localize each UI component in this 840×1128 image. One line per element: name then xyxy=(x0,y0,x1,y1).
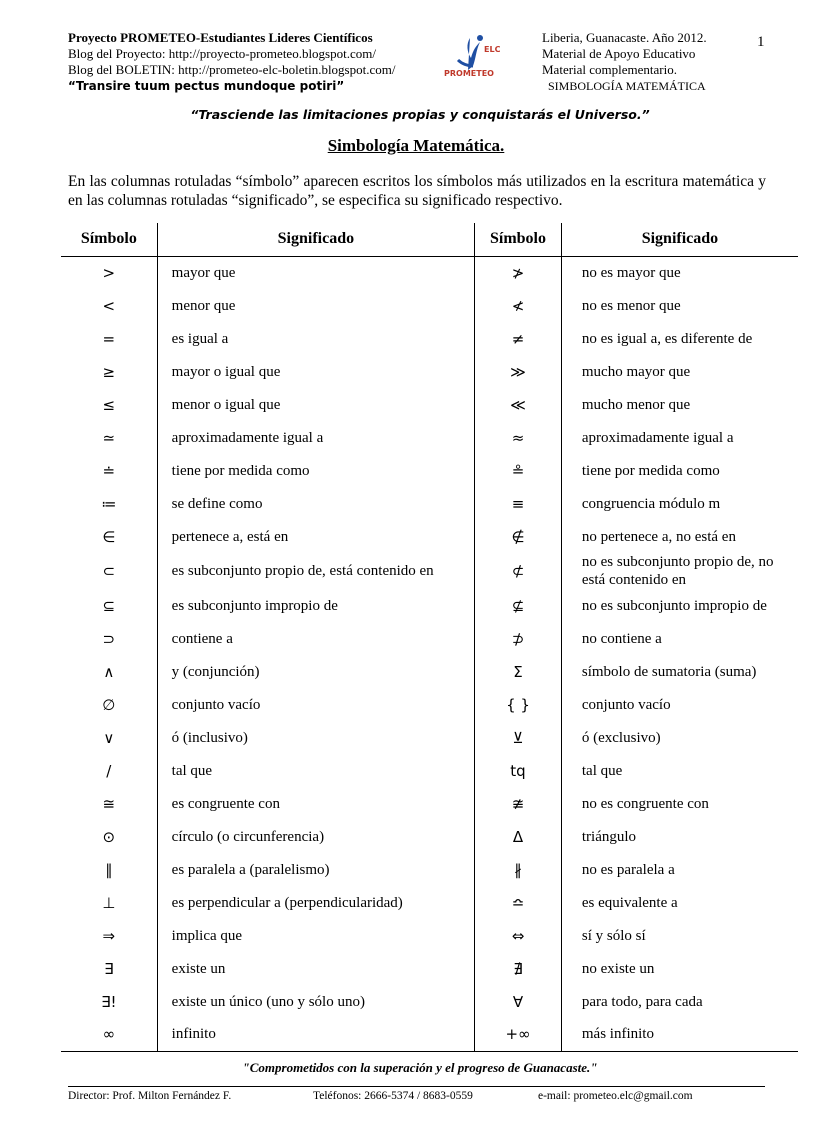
symbol-left: ⊆ xyxy=(102,596,116,615)
symbol-right: ≯ xyxy=(511,263,525,282)
meaning-right: no es subconjunto impropio de xyxy=(561,589,798,622)
meaning-left: ó (inclusivo) xyxy=(157,721,474,754)
meaning-left: implica que xyxy=(157,919,474,952)
meaning-right: tiene por medida como xyxy=(561,454,798,487)
symbol-right: ≏ xyxy=(511,893,525,912)
symbol-right: ≗ xyxy=(511,461,525,480)
symbol-left: > xyxy=(102,263,116,282)
footer-director: Director: Prof. Milton Fernández F. xyxy=(68,1090,232,1102)
symbol-left: ⊂ xyxy=(102,562,116,580)
meaning-right: triángulo xyxy=(561,820,798,853)
meaning-left: existe un único (uno y sólo uno) xyxy=(157,985,474,1018)
symbol-left: ≥ xyxy=(102,362,116,381)
meaning-right: sí y sólo sí xyxy=(561,919,798,952)
meaning-left: menor que xyxy=(157,289,474,322)
symbol-left: / xyxy=(106,761,112,780)
header-complement: Material complementario. xyxy=(542,62,678,77)
meaning-right: no es mayor que xyxy=(561,256,798,289)
meaning-left: conjunto vacío xyxy=(157,688,474,721)
header-right xyxy=(542,30,707,94)
footer-email[interactable]: e-mail: prometeo.elc@gmail.com xyxy=(538,1090,693,1102)
symbol-right: Δ xyxy=(512,827,524,846)
symbol-left: ∞ xyxy=(61,1018,157,1051)
meaning-left: es paralela a (paralelismo) xyxy=(157,853,474,886)
prometeo-logo xyxy=(440,30,504,82)
meaning-left: círculo (o circunferencia) xyxy=(157,820,474,853)
header-meaning-right: Significado xyxy=(561,223,798,256)
meaning-left: es congruente con xyxy=(157,787,474,820)
symbol-right: ∀ xyxy=(512,992,524,1011)
symbol-left: < xyxy=(102,296,116,315)
meaning-left: mayor o igual que xyxy=(157,355,474,388)
symbol-right: ≪ xyxy=(510,395,526,414)
meaning-left: menor o igual que xyxy=(157,388,474,421)
table-row xyxy=(61,322,798,355)
meaning-right: no es menor que xyxy=(561,289,798,322)
project-name: Proyecto PROMETEO-Estudiantes Lideres Científicos xyxy=(68,30,373,45)
meaning-right: no pertenece a, no está en xyxy=(561,520,798,553)
header-place: Liberia, Guanacaste. Año 2012. xyxy=(542,30,707,45)
table-row xyxy=(61,919,798,952)
meaning-right: ó (exclusivo) xyxy=(561,721,798,754)
symbol-right: ≈ xyxy=(511,428,525,447)
table-row xyxy=(61,886,798,919)
symbol-left: ≤ xyxy=(102,395,116,414)
meaning-left: pertenece a, está en xyxy=(157,520,474,553)
symbol-left: ∈ xyxy=(102,527,116,546)
symbol-left: ∥ xyxy=(105,860,113,879)
meaning-right: no contiene a xyxy=(561,622,798,655)
table-row xyxy=(61,688,798,721)
symbol-right: ≮ xyxy=(511,296,525,315)
symbol-left: ≔ xyxy=(101,494,117,513)
header-material: Material de Apoyo Educativo xyxy=(542,46,696,61)
table-row xyxy=(61,388,798,421)
table-row xyxy=(61,454,798,487)
symbol-right: ⇔ xyxy=(511,926,525,945)
logo-tag: ELC xyxy=(484,45,501,54)
table-row xyxy=(61,754,798,787)
header-topic: SIMBOLOGÍA MATEMÁTICA xyxy=(548,79,706,93)
symbol-left: ∃! xyxy=(101,992,117,1011)
symbol-right: { } xyxy=(506,695,530,714)
table-row xyxy=(61,1018,798,1051)
logo-text: PROMETEO xyxy=(444,69,494,78)
meaning-right: símbolo de sumatoria (suma) xyxy=(561,655,798,688)
table-row xyxy=(61,655,798,688)
meaning-right: no es igual a, es diferente de xyxy=(561,322,798,355)
footer-phones: Teléfonos: 2666-5374 / 8683-0559 xyxy=(313,1090,473,1102)
table-row xyxy=(61,256,798,289)
meaning-right: no es congruente con xyxy=(561,787,798,820)
symbol-left: ⊥ xyxy=(102,893,116,912)
symbol-right: ∦ xyxy=(514,860,522,879)
page-number: 1 xyxy=(757,34,765,50)
meaning-left: contiene a xyxy=(157,622,474,655)
symbol-left: ≃ xyxy=(102,428,116,447)
meaning-left: infinito xyxy=(157,1018,474,1051)
symbol-right: ∄ xyxy=(513,959,523,978)
meaning-right: mucho mayor que xyxy=(561,355,798,388)
table-row xyxy=(61,721,798,754)
meaning-right: para todo, para cada xyxy=(561,985,798,1018)
table-row xyxy=(61,952,798,985)
latin-motto: “Transire tuum pectus mundoque potiri” xyxy=(68,79,345,93)
table-row xyxy=(61,622,798,655)
meaning-left: es perpendicular a (perpendicularidad) xyxy=(157,886,474,919)
symbol-table xyxy=(61,223,798,1052)
symbol-left: ∧ xyxy=(103,662,115,681)
symbol-left: = xyxy=(102,329,116,348)
meaning-left: existe un xyxy=(157,952,474,985)
symbol-right: +∞ xyxy=(475,1018,562,1051)
intro-paragraph: En las columnas rotuladas “símbolo” aparecen escritos los símbolos más utilizados en la escritura matemática y en las columnas rotuladas “significado”, se especifica su significado respectivo. xyxy=(68,173,766,209)
meaning-right: no es subconjunto propio de, no está contenido en xyxy=(561,553,798,589)
table-row xyxy=(61,289,798,322)
table-row xyxy=(61,520,798,553)
symbol-left: ⇒ xyxy=(102,926,116,945)
meaning-left: se define como xyxy=(157,487,474,520)
bulletin-blog-link[interactable]: Blog del BOLETIN: http://prometeo-elc-boletin.blogspot.com/ xyxy=(68,62,396,77)
symbol-left: ≅ xyxy=(102,794,116,813)
table-row xyxy=(61,820,798,853)
symbol-right: ≇ xyxy=(511,794,525,813)
table-row xyxy=(61,421,798,454)
symbol-left: ⊙ xyxy=(102,827,116,846)
meaning-right: congruencia módulo m xyxy=(561,487,798,520)
table-row xyxy=(61,589,798,622)
symbol-right: ≠ xyxy=(511,329,525,348)
page-title: Simbología Matemática. xyxy=(327,136,505,155)
project-blog-link[interactable]: Blog del Proyecto: http://proyecto-prometeo.blogspot.com/ xyxy=(68,46,376,61)
symbol-left: ≐ xyxy=(102,461,116,480)
symbol-right: ⊻ xyxy=(512,728,524,747)
symbol-right: ≫ xyxy=(510,362,526,381)
header-meaning-left: Significado xyxy=(157,223,474,256)
table-row xyxy=(61,553,798,589)
meaning-right: tal que xyxy=(561,754,798,787)
symbol-left: ∨ xyxy=(103,728,115,747)
meaning-left: aproximadamente igual a xyxy=(157,421,474,454)
universe-motto: “Trasciende las limitaciones propias y conquistarás el Universo.” xyxy=(190,107,650,122)
meaning-right: mucho menor que xyxy=(561,388,798,421)
symbol-left: ∅ xyxy=(102,695,116,714)
symbol-right: ≡ xyxy=(511,494,525,513)
meaning-right: aproximadamente igual a xyxy=(561,421,798,454)
header-symbol-right: Símbolo xyxy=(475,223,562,256)
meaning-left: mayor que xyxy=(157,256,474,289)
symbol-left: ∃ xyxy=(104,959,114,978)
table-row xyxy=(61,853,798,886)
meaning-left: tiene por medida como xyxy=(157,454,474,487)
table-row xyxy=(61,787,798,820)
meaning-left: tal que xyxy=(157,754,474,787)
symbol-right: ⊄ xyxy=(511,562,525,580)
table-row xyxy=(61,355,798,388)
footer-divider xyxy=(68,1086,765,1087)
table-row xyxy=(61,985,798,1018)
meaning-right: conjunto vacío xyxy=(561,688,798,721)
symbol-right: Σ xyxy=(513,662,523,681)
header-left xyxy=(68,30,395,94)
symbol-right: tq xyxy=(510,761,526,780)
meaning-left: y (conjunción) xyxy=(157,655,474,688)
table-row xyxy=(61,487,798,520)
meaning-right: es equivalente a xyxy=(561,886,798,919)
footer-motto: "Comprometidos con la superación y el progreso de Guanacaste." xyxy=(242,1060,598,1075)
meaning-left: es igual a xyxy=(157,322,474,355)
symbol-table-body xyxy=(61,256,798,1051)
meaning-right: no existe un xyxy=(561,952,798,985)
symbol-left: ⊃ xyxy=(102,629,116,648)
meaning-right: no es paralela a xyxy=(561,853,798,886)
meaning-right: más infinito xyxy=(561,1018,798,1051)
symbol-right: ∉ xyxy=(511,527,525,546)
meaning-left: es subconjunto propio de, está contenido en xyxy=(157,553,474,589)
symbol-right: ⊅ xyxy=(511,629,525,648)
header-symbol-left: Símbolo xyxy=(61,223,157,256)
meaning-left: es subconjunto impropio de xyxy=(157,589,474,622)
symbol-right: ⊈ xyxy=(511,596,525,615)
